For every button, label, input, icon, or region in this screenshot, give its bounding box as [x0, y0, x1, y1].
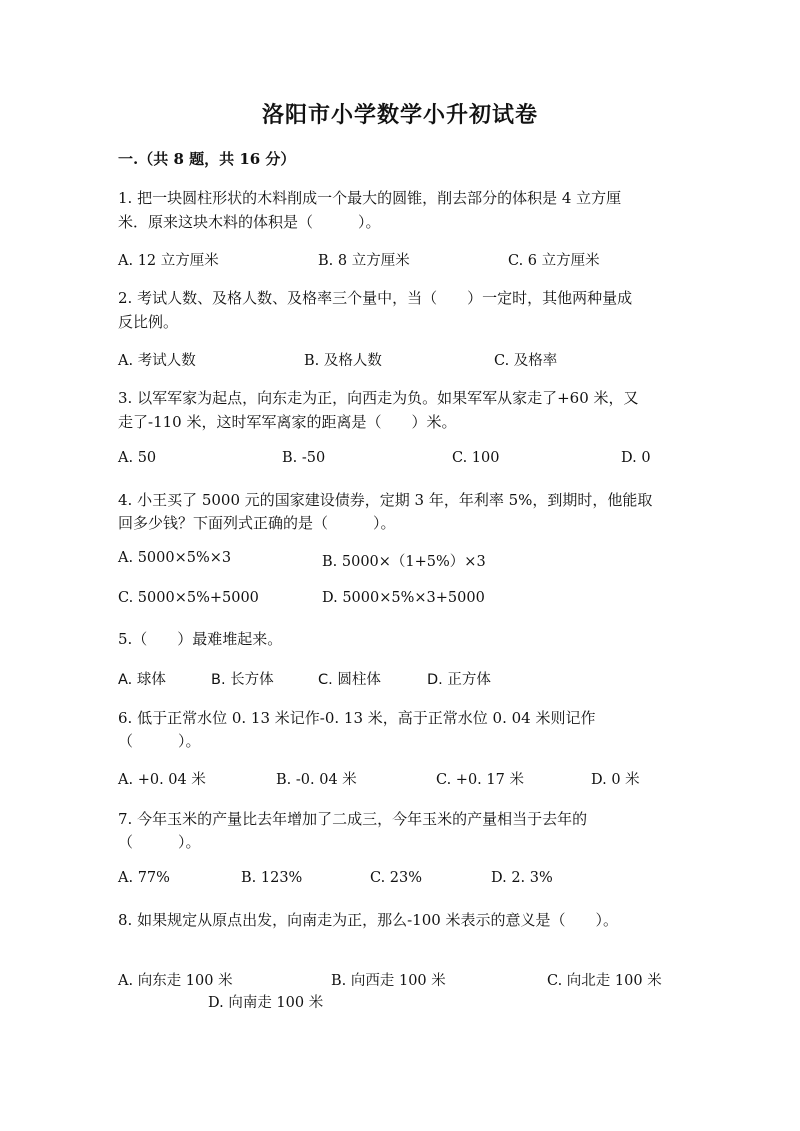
question-5-option-a: A. 球体	[118, 672, 166, 688]
question-2-line-2: 反比例。	[118, 313, 179, 331]
question-7-option-b: B. 123%	[241, 870, 303, 886]
question-7-line-1: 7. 今年玉米的产量比去年增加了二成三，今年玉米的产量相当于去年的	[118, 810, 588, 828]
question-8-option-d: D. 向南走 100 米	[208, 995, 324, 1011]
question-1-line-2: 米．原来这块木料的体积是（ ）。	[118, 213, 381, 231]
question-2-option-a: A. 考试人数	[118, 353, 196, 369]
question-3-option-a: A. 50	[118, 450, 157, 466]
question-6-line-2: （ ）。	[118, 732, 201, 750]
question-4-line-1: 4. 小王买了 5000 元的国家建设债券，定期 3 年，年利率 5%，到期时，他能取	[118, 491, 653, 509]
question-7-option-c: C. 23%	[370, 870, 423, 886]
question-1-line-1: 1. 把一块圆柱形状的木料削成一个最大的圆锥，削去部分的体积是 4 立方厘	[118, 189, 622, 207]
question-5-option-c: C. 圆柱体	[318, 672, 381, 688]
question-4-line-2: 回多少钱？下面列式正确的是（ ）。	[118, 514, 396, 532]
question-5-option-d: D. 正方体	[427, 672, 491, 688]
question-3-line-2: 走了-110 米，这时军军离家的距离是（ ）米。	[118, 413, 457, 431]
section-heading: 一.（共 8 题，共 16 分）	[118, 150, 296, 168]
question-6-option-c: C. +0. 17 米	[436, 772, 524, 788]
question-1-option-a: A. 12 立方厘米	[118, 253, 219, 269]
question-2-option-c: C. 及格率	[494, 353, 558, 369]
question-8-option-c: C. 向北走 100 米	[547, 973, 662, 989]
question-4-option-d: D. 5000×5%×3+5000	[322, 590, 485, 606]
question-6-option-b: B. -0. 04 米	[276, 772, 357, 788]
question-5-option-b: B. 长方体	[211, 672, 274, 688]
question-6-option-d: D. 0 米	[591, 772, 640, 788]
question-2-option-b: B. 及格人数	[304, 353, 382, 369]
question-6-line-1: 6. 低于正常水位 0. 13 米记作-0. 13 米，高于正常水位 0. 04 米则记作	[118, 709, 596, 727]
question-6-option-a: A. +0. 04 米	[118, 772, 206, 788]
question-3-line-1: 3. 以军军家为起点，向东走为正，向西走为负。如果军军从家走了+60 米，又	[118, 389, 639, 407]
question-8-option-a: A. 向东走 100 米	[118, 973, 233, 989]
question-7-option-a: A. 77%	[118, 870, 170, 886]
question-4-option-a: A. 5000×5%×3	[118, 550, 232, 566]
question-1-option-b: B. 8 立方厘米	[318, 253, 410, 269]
question-8-option-b: B. 向西走 100 米	[331, 973, 446, 989]
question-5-line-1: 5.（ ）最难堆起来。	[118, 630, 283, 648]
page-title: 洛阳市小学数学小升初试卷	[261, 102, 538, 128]
question-2-line-1: 2. 考试人数、及格人数、及格率三个量中，当（ ）一定时，其他两种量成	[118, 289, 633, 307]
question-3-option-b: B. -50	[282, 450, 326, 466]
question-3-option-d: D. 0	[621, 450, 651, 466]
question-8-line-1: 8. 如果规定从原点出发，向南走为正，那么-100 米表示的意义是（ ）。	[118, 911, 619, 929]
question-4-option-b: B. 5000×（1+5%）×3	[322, 554, 486, 570]
question-1-option-c: C. 6 立方厘米	[508, 253, 600, 269]
question-3-option-c: C. 100	[452, 450, 500, 466]
question-7-option-d: D. 2. 3%	[491, 870, 553, 886]
question-4-option-c: C. 5000×5%+5000	[118, 590, 259, 606]
question-7-line-2: （ ）。	[118, 833, 201, 851]
